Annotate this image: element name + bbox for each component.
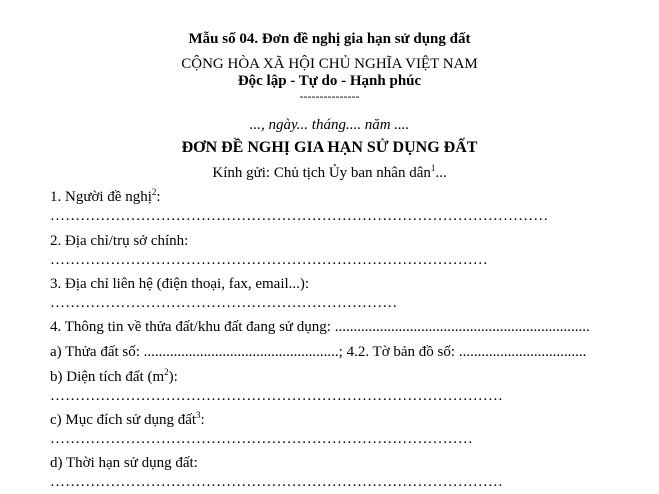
field-contact-address bbox=[50, 276, 309, 293]
document-title: ĐƠN ĐỀ NGHỊ GIA HẠN SỬ DỤNG ĐẤT bbox=[181, 139, 478, 156]
field-label: 3. Địa chỉ liên hệ (điện thoại, fax, email...): bbox=[50, 276, 310, 292]
national-motto: Độc lập - Tự do - Hạnh phúc bbox=[237, 73, 422, 89]
field-label: 4. Thông tin về thửa đất/khu đất đang sử dụng: .................................................................... bbox=[50, 319, 590, 335]
field-label: b) Diện tích đất (m bbox=[50, 369, 165, 385]
field-head-office bbox=[50, 233, 188, 250]
form-code: Mẫu số 04. Đơn đề nghị gia hạn sử dụng đất bbox=[188, 31, 471, 47]
field-land-area bbox=[50, 369, 178, 386]
fill-line-contact-address: …………………………………………………………… bbox=[50, 295, 398, 311]
country-name: CỘNG HÒA XÃ HỘI CHỦ NGHĨA VIỆT NAM bbox=[181, 56, 478, 72]
field-applicant bbox=[50, 189, 161, 206]
fill-line-land-use-term: ……………………………………………………………………………… bbox=[50, 474, 503, 490]
date-line: ..., ngày... tháng.... năm .... bbox=[249, 117, 410, 133]
superscript: 2 bbox=[164, 367, 169, 377]
field-parcel-number bbox=[50, 344, 586, 361]
motto-separator: --------------- bbox=[299, 89, 360, 103]
addressee bbox=[0, 165, 659, 182]
footnote-ref: 3 bbox=[196, 410, 201, 420]
field-label: a) Thửa đất số: ....................................................; 4.2. Tờ bản đồ số: .................................. bbox=[50, 344, 587, 360]
field-label: 2. Địa chỉ/trụ sở chính: bbox=[50, 233, 189, 249]
addressee-footnote-ref: 1 bbox=[430, 163, 436, 173]
field-label: c) Mục đích sử dụng đất bbox=[50, 412, 197, 428]
fill-line-land-area: ……………………………………………………………………………… bbox=[50, 388, 503, 404]
field-suffix: : bbox=[156, 189, 161, 205]
fill-line-applicant: ……………………………………………………………………………………… bbox=[50, 208, 549, 224]
fill-line-land-use-purpose: ………………………………………………………………………… bbox=[50, 431, 473, 447]
field-suffix: ): bbox=[168, 369, 178, 385]
addressee-text: Kính gửi: Chủ tịch Ủy ban nhân dân bbox=[212, 165, 431, 181]
footnote-ref: 2 bbox=[151, 187, 157, 197]
field-label: d) Thời hạn sử dụng đất: bbox=[50, 455, 198, 471]
field-land-info bbox=[50, 319, 590, 336]
addressee-suffix: ... bbox=[435, 165, 447, 181]
field-label: 1. Người đề nghị bbox=[50, 189, 152, 205]
fill-line-head-office: …………………………………………………………………………… bbox=[50, 252, 488, 268]
field-land-use-term bbox=[50, 455, 198, 472]
field-land-use-purpose bbox=[50, 412, 205, 429]
field-suffix: : bbox=[200, 412, 205, 428]
